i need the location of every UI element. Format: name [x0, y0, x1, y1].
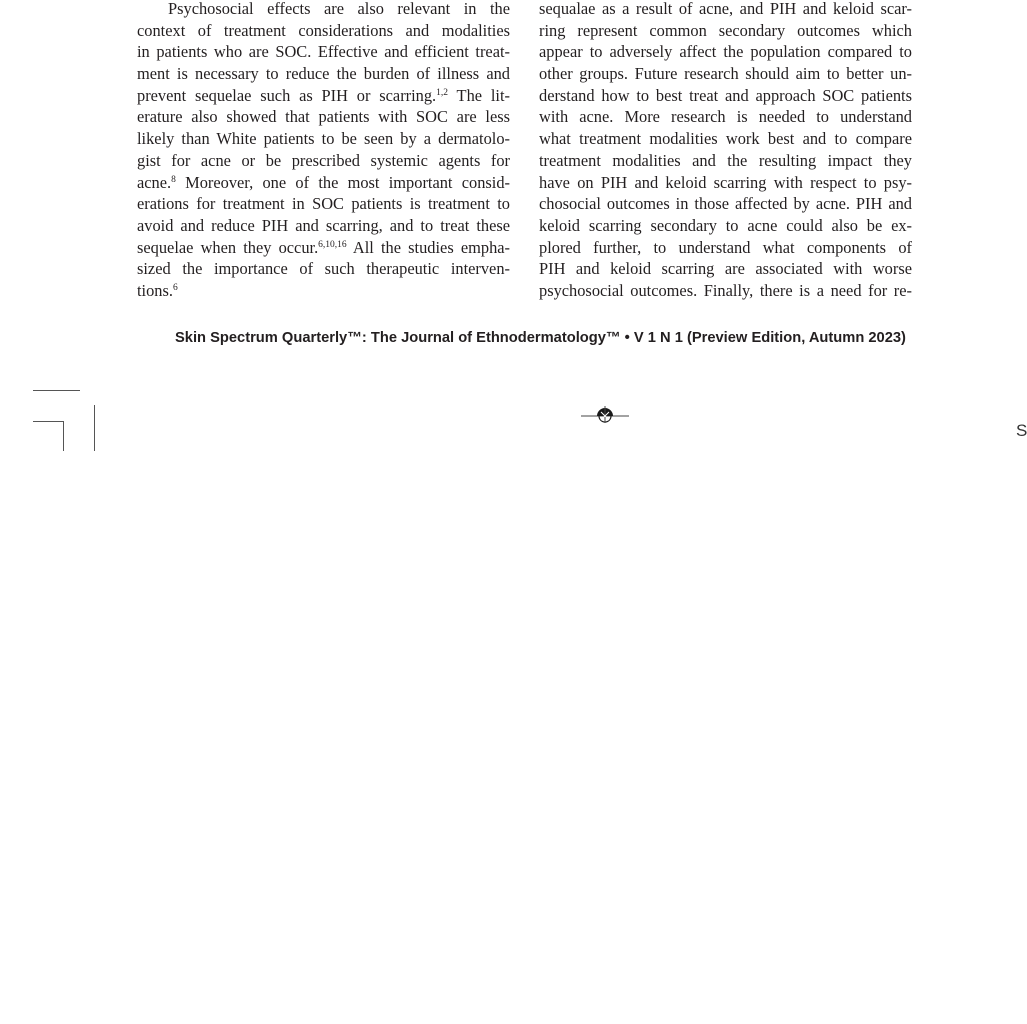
text-line: context of treatment considerations and modalities	[137, 20, 510, 40]
text-line	[137, 172, 510, 194]
text-line: avoid and reduce PIH and scarring, and to treat these	[137, 215, 510, 235]
text-segment: All the studies empha-	[346, 237, 510, 257]
text-line: derstand how to best treat and approach SOC patients	[539, 85, 912, 105]
text-line: treatment modalities and the resulting impact they	[539, 150, 912, 170]
text-segment: prevent sequelae such as PIH or scarring.	[137, 85, 437, 105]
text-line: ment is necessary to reduce the burden of illness and	[137, 64, 510, 84]
crop-line-horizontal-bottom	[33, 421, 64, 422]
text-line: likely than White patients to be seen by a dermatolo-	[137, 129, 510, 149]
text-line: erature also showed that patients with SOC are less	[137, 107, 510, 127]
text-line: what treatment modalities work best and to compare	[539, 129, 912, 149]
citation-superscript: 8	[171, 174, 176, 185]
text-segment: Moreover, one of the most important consid-	[175, 172, 510, 192]
text-segment: tions.	[137, 280, 173, 300]
text-line: psychosocial outcomes. Finally, there is a need for re-	[539, 280, 912, 300]
text-line: chosocial outcomes in those affected by acne. PIH and	[539, 194, 912, 214]
left-text-column	[137, 0, 510, 302]
citation-superscript: 1,2	[436, 87, 449, 98]
crop-line-vertical-inner	[63, 421, 64, 451]
crop-line-horizontal-top	[33, 390, 80, 391]
text-segment: The lit-	[448, 85, 510, 105]
citation-superscript: 6,10,16	[318, 239, 347, 250]
text-line: PIH and keloid scarring are associated with worse	[539, 259, 912, 279]
crop-line-vertical-outer	[94, 405, 95, 451]
journal-footer: Skin Spectrum Quarterly™: The Journal of Ethnodermatology™ • V 1 N 1 (Preview Edition, Autumn 2023)	[175, 330, 906, 346]
text-line: plored further, to understand what components of	[539, 237, 912, 257]
text-line: in patients who are SOC. Effective and efficient treat-	[137, 42, 510, 62]
text-line: other groups. Future research should aim to better un-	[539, 64, 912, 84]
citation-superscript: 6	[172, 282, 178, 293]
text-line	[137, 280, 510, 302]
text-line: erations for treatment in SOC patients is treatment to	[137, 194, 510, 214]
text-line: appear to adversely affect the population compared to	[539, 42, 912, 62]
text-line: with acne. More research is needed to understand	[539, 107, 912, 127]
text-segment: acne.	[137, 172, 172, 192]
text-line: have on PIH and keloid scarring with respect to psy-	[539, 172, 912, 192]
text-segment: sequelae when they occur.	[137, 237, 319, 257]
text-line	[137, 85, 510, 107]
right-text-column	[539, 0, 912, 302]
text-line: ring represent common secondary outcomes which	[539, 20, 912, 40]
text-line: gist for acne or be prescribed systemic agents for	[137, 150, 510, 170]
text-line: sequalae as a result of acne, and PIH and keloid scar-	[539, 0, 912, 18]
registration-target-icon	[581, 405, 629, 427]
text-line: Psychosocial effects are also relevant in the	[168, 0, 510, 18]
text-line	[137, 237, 510, 259]
text-line: keloid scarring secondary to acne could also be ex-	[539, 215, 912, 235]
text-line: sized the importance of such therapeutic interven-	[137, 259, 510, 279]
clipped-edge-letter: S	[1016, 421, 1027, 440]
